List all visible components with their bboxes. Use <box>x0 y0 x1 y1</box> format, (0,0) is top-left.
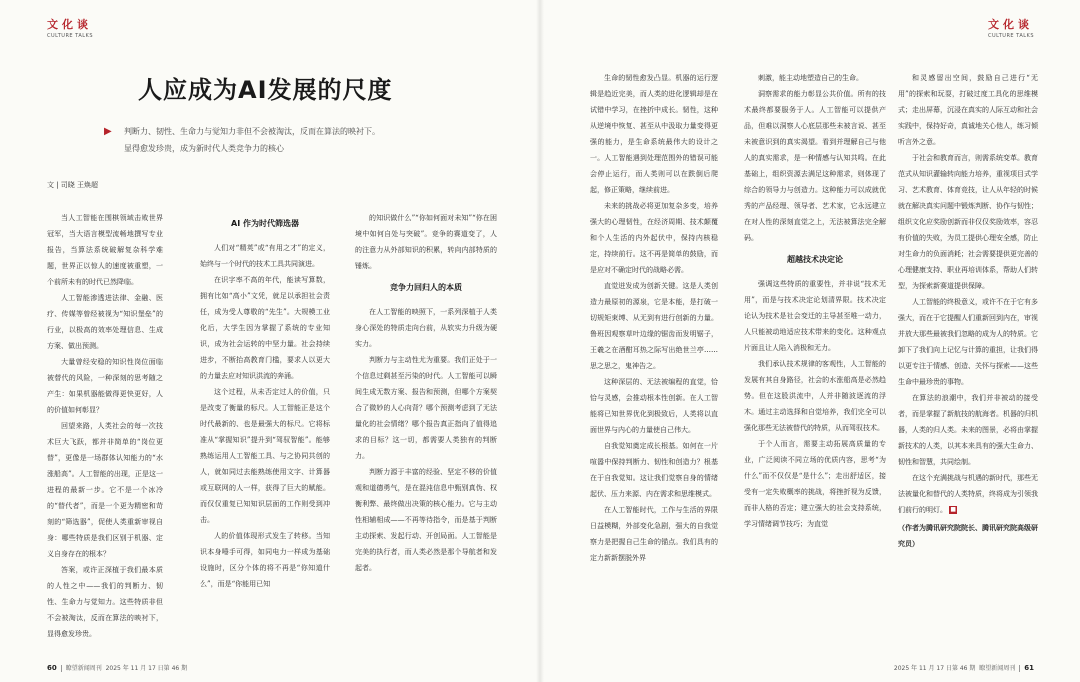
paragraph: 刺激，能主动地塑造自己的生命。 <box>758 74 863 82</box>
text-column-6 <box>898 70 1038 650</box>
paragraph: 在人工智能的映照下，一系列深植于人类身心深处的特质走向台前，从软实力升级为硬实力。 <box>355 308 497 348</box>
end-mark-icon: ■ <box>950 506 957 513</box>
closing-paragraph: 在这个充满挑战与机遇的新时代，那些无法被量化和替代的人类特质，终将成为引领我们前行的明灯。 <box>898 474 1038 514</box>
page-number: 61 <box>1024 664 1034 672</box>
paragraph: 于社会和教育而言，则需系统变革。教育范式从知识灌输转向能力培养，重视项目式学习、艺术教育、体育竞技，让人从年轻的时候就在解决真实问题中锻炼判断、协作与韧性；组织文化应奖励创新而非仅仅奖励效率，容忍有价值的失败，为员工提供心理安全感，防止对生命力的负面消耗；社会需要提供更完善的心理健康支持、职业再培训体系，帮助人们转型，为探索新赛道提供保障。 <box>898 154 1038 290</box>
article-author: 文 | 司晓 王焕超 <box>47 181 99 189</box>
paragraph: 大量曾经安稳的知识性岗位面临被替代的风险，一种深刻的思考随之产生：如果机器能做得更快更好，人的价值如何彰显？ <box>47 358 163 414</box>
paragraph: 判断力与主动性尤为重要。我们正处于一个信息过剩甚至污染的时代。人工智能可以瞬间生成无数方案、报告和预测，但哪个方案契合了微妙的人心向背？哪个预测考虑到了无法量化的社会情绪？哪个报告真正指向了值得追求的目标？这一切，都需要人类独有的判断力。 <box>355 356 497 460</box>
paragraph: 这个过程，从未否定过人的价值，只是改变了衡量的标尺。人工智能正是这个时代最新的、也是最强大的标尺。它将标准从“掌握知识”提升到“驾驭智能”。能够熟练运用人工智能工具、与之协同共创的人，就如同过去能熟练使用文字、计算器或互联网的人一样，获得了巨大的赋能。而仅仅重复已知知识层面的工作则受到冲击。 <box>200 388 330 524</box>
paragraph: 在算法的浪潮中，我们并非被动的接受者，而是掌握了新航技的航海者。机器的归机器，人类的归人类。未来的图景，必将由掌握新技术的人类，以其本来具有的强大生命力、韧性和智慧，共同绘制。 <box>898 394 1038 466</box>
article-subtitle <box>104 123 444 157</box>
paragraph: 回望来路，人类社会的每一次技术巨大飞跃，都并非简单的“岗位更替”，更像是一场群体认知能力的“水涨船高”。人工智能的出现，正是这一进程的最新一步。它不是一个冰冷的“替代者”，而是一个更为精密和苛刻的“筛选器”，促使人类重新审视自身：哪些特质是我们区别于机器、定义自身存在的根本？ <box>47 422 163 558</box>
article-title: 人应成为AI发展的尺度 <box>138 76 393 104</box>
text-column-2 <box>200 210 330 650</box>
paragraph <box>898 470 1038 518</box>
paragraph: 判断力源于丰富的经验、坚定不移的价值观和道德勇气，是在混沌信息中甄别真伪、权衡利弊、最终做出决策的核心能力。它与主动性相辅相成——不再等待指令，而是基于判断主动探索、发起行动、开创局面。人工智能是完美的执行者，而人类必然是那个导航者和发起者。 <box>355 468 497 572</box>
paragraph: 未来的挑战必将更加复杂多变，培养强大的心理韧性，在经济周期、技术颠覆和个人生活的内外起伏中，保持内核稳定，持续前行。这不再是简单的鼓励，而是应对不确定时代的战略必需。 <box>590 202 718 274</box>
page-number: 60 <box>47 664 57 672</box>
text-column-3 <box>355 210 497 650</box>
paragraph: 生命的韧性愈发凸显。机器的运行逻辑是趋近完美，而人类的进化逻辑却是在试错中学习，在挫折中成长。韧性，这种从逆境中恢复、甚至从中汲取力量变得更强的能力，是生命系统最伟大的设计之一。人工智能遇到处理范围外的错误可能会停止运行，而人类则可以在跌倒后爬起，修正策略，继续前进。 <box>590 74 718 194</box>
subtitle-line-2: 显得愈发珍贵，成为新时代人类竞争力的核心 <box>124 144 284 153</box>
paragraph: 在人工智能时代，工作与生活的界限日益模糊，外部变化急剧，强大的自我觉察力是把握自己生命的锚点。我们具有的定力新新摆脱外界 <box>590 506 718 562</box>
section-heading: 竞争力回归人的本质 <box>390 283 462 292</box>
paragraph: 人工智能的终极意义，或许不在于它有多强大，而在于它提醒人们重新回到内在，审视并放大那些最被我们忽略的成为人的特质。它卸下了我们向上记忆与计算的重担，让我们得以更专注于情感、创造、关怀与探索——这些生命中最珍贵的事物。 <box>898 298 1038 386</box>
section-brand-left <box>47 16 93 39</box>
author-note: （作者为腾讯研究院院长、腾讯研究院高级研究员） <box>898 524 1038 548</box>
section-brand-right <box>988 16 1034 39</box>
issue-date: 2025 年 11 月 17 日第 46 期 <box>105 665 188 672</box>
section-name-en: CULTURE TALKS <box>987 33 1034 39</box>
paragraph: 在识字率不高的年代，能读写算数，拥有比如“高小”文凭，就足以承担社会责任，成为受人尊敬的“先生”。大规模工业化后，大学生因为掌握了系统的专业知识，成为社会运转的中坚力量。社会持续进步，不断抬高教育门槛，要求人以更大的力量去应对知识洪流的奔涌。 <box>200 276 330 380</box>
paragraph: 自我觉知奠定成长根基。如何在一片喧嚣中保持判断力、韧性和创造力？根基在于自我觉知。这让我们觉察自身的情绪起伏、压力来源、内在需求和思维模式。 <box>590 442 718 498</box>
section-heading: AI 作为时代筛选器 <box>231 219 299 228</box>
paragraph: 答案，或许正深植于我们最本质的人性之中——我们的判断力、韧性、生命力与觉知力。这些特质非但不会被淘汰，反而在算法的映衬下，显得愈发珍贵。 <box>47 566 163 638</box>
paragraph: 强调这些特质的重要性，并非说“技术无用”，而是与技术决定论划清界限。技术决定论认为技术是社会变迁的主导甚至唯一动力，人只能被动地适应技术带来的变化。这种观点片面且让人陷入消极和无力。 <box>744 280 886 352</box>
footer-right <box>894 663 1034 672</box>
paragraph: 人工智能渗透进法律、金融、医疗、传媒等曾经被视为“知识堡垒”的行业，以极高的效率处理信息、生成方案、做出预测。 <box>47 294 163 350</box>
paragraph: 直觉迸发成为创新关键。这是人类创造力最原初的源泉，它是本能，是打破一切规矩束缚、从无到有进行创新的力量。鲁班因观察草叶边缘的锯齿而发明锯子，王羲之在酒酣耳热之际写出绝世兰亭……思之思之，鬼神告之。 <box>590 282 718 370</box>
paragraph: 于个人而言，需要主动拓展高质量的专业，广泛阅读不同立场的优质内容，思考“为什么”而不仅仅是“是什么”；走出舒适区，接受有一定失败概率的挑战，将挫折视为反馈，而非人格的否定；建立强大的社会支持系统，学习情绪调节技巧；为直觉 <box>744 440 886 528</box>
paragraph: 人们对“精英”或“有用之才”的定义，始终与一个时代的技术工具共同演进。 <box>200 244 330 268</box>
issue-date: 2025 年 11 月 17 日第 46 期 <box>893 665 976 672</box>
section-name-en: CULTURE TALKS <box>47 33 94 39</box>
right-page <box>540 0 1080 682</box>
magazine-name: 瞭望新闻周刊 <box>65 665 102 672</box>
paragraph: 洞察需求的能力彰显公共价值。所有的技术最终都要服务于人。人工智能可以提供产品，但难以洞察人心底层那些未被言说、甚至未被意识到的真实渴望。看到并理解自己与他人的真实需求，是一种情感与认知共鸣。在此基础上，组织资源去满足这种需求，则体现了综合的领导力与创造力。这种能力可以成就优秀的产品经理、领导者、艺术家，它永远建立在对人性的深刻直觉之上，无法被算法完全解码。 <box>744 90 886 242</box>
paragraph: 人的价值体现形式发生了转移。当知识本身唾手可得，如同电力一样成为基础设施时，区分个体的将不再是“你知道什么”，而是“你能用已知 <box>200 532 330 588</box>
section-name: 文化谈 <box>987 18 1033 31</box>
page-gutter <box>536 0 544 682</box>
text-column-5 <box>744 70 886 650</box>
paragraph: 的知识做什么”“你如何面对未知”“你在困境中如何自处与突破”。竞争的赛道变了，人的注意力从外部知识的积累，转向内部特质的锤炼。 <box>355 214 497 270</box>
magazine-name: 瞭望新闻周刊 <box>979 665 1016 672</box>
subtitle-line-1: 判断力、韧性、生命力与觉知力非但不会被淘汰，反而在算法的映衬下。 <box>124 127 380 136</box>
paragraph: 我们承认技术规律的客观性，人工智能的发展有其自身路径，社会的水涨船高是必然趋势。但在这股洪流中，人并非随波逐流的浮木。通过主动选择和自觉培养，我们完全可以强化那些无法被替代的特质，从而驾驭技术。 <box>744 360 886 432</box>
section-heading: 超越技术决定论 <box>787 255 843 264</box>
text-column-4 <box>590 70 718 650</box>
quote-mark-icon: ▶ <box>104 126 112 137</box>
paragraph: 当人工智能在围棋领域击败世界冠军，当大语言模型流畅地撰写专业报告，当算法系统破解复杂科学难题，世界正以惊人的速度被重塑，一个前所未有的时代已然降临。 <box>47 214 163 286</box>
section-name: 文化谈 <box>47 18 92 31</box>
footer-left <box>47 663 187 672</box>
paragraph: 这种深层的、无法被编程的直觉，恰恰与灵感，会推动根本性创新。在人工智能将已知世界优化到极致后，人类将以直面世界与内心的力量使自己伟大。 <box>590 378 718 434</box>
text-column-1 <box>47 210 163 650</box>
paragraph: 和灵感留出空间，鼓励自己进行“无用”的探索和玩耍，打破过度工具化的思维模式；走出屏幕，沉浸在真实的人际互动和社会实践中，保持好奇，真诚地关心他人，练习倾听言外之意。 <box>898 74 1038 146</box>
